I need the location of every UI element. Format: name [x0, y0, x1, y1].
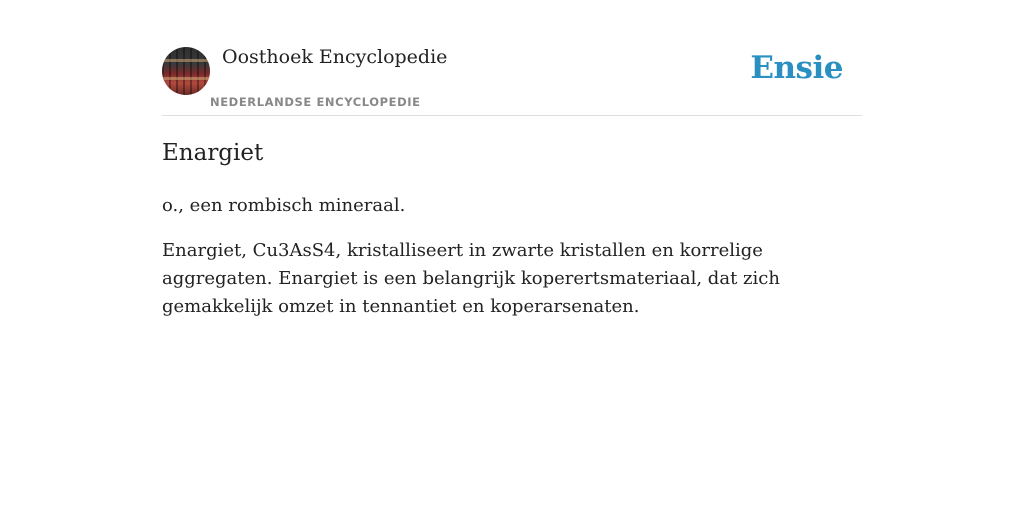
publication-avatar[interactable]	[162, 47, 210, 95]
publication-name[interactable]: Oosthoek Encyclopedie	[222, 46, 448, 68]
ensie-logo[interactable]: Ensie	[750, 50, 843, 86]
page	[162, 0, 862, 317]
article-paragraph: o., een rombisch mineraal.	[162, 195, 406, 216]
header	[162, 0, 862, 116]
article-title: Enargiet	[162, 140, 264, 166]
avatar-band	[162, 77, 210, 80]
article-paragraph: Enargiet, Cu3AsS4, kristalliseert in zwarte kristallen en korrelige aggregaten. Enargiet is een belangrijk koperertsmateriaal, dat zich gemakkelijk omzet in tennantiet en koperarsenaten.	[162, 240, 780, 317]
avatar-band	[162, 59, 210, 62]
article-body	[162, 192, 842, 338]
publication-subtitle: NEDERLANDSE ENCYCLOPEDIE	[210, 95, 421, 109]
